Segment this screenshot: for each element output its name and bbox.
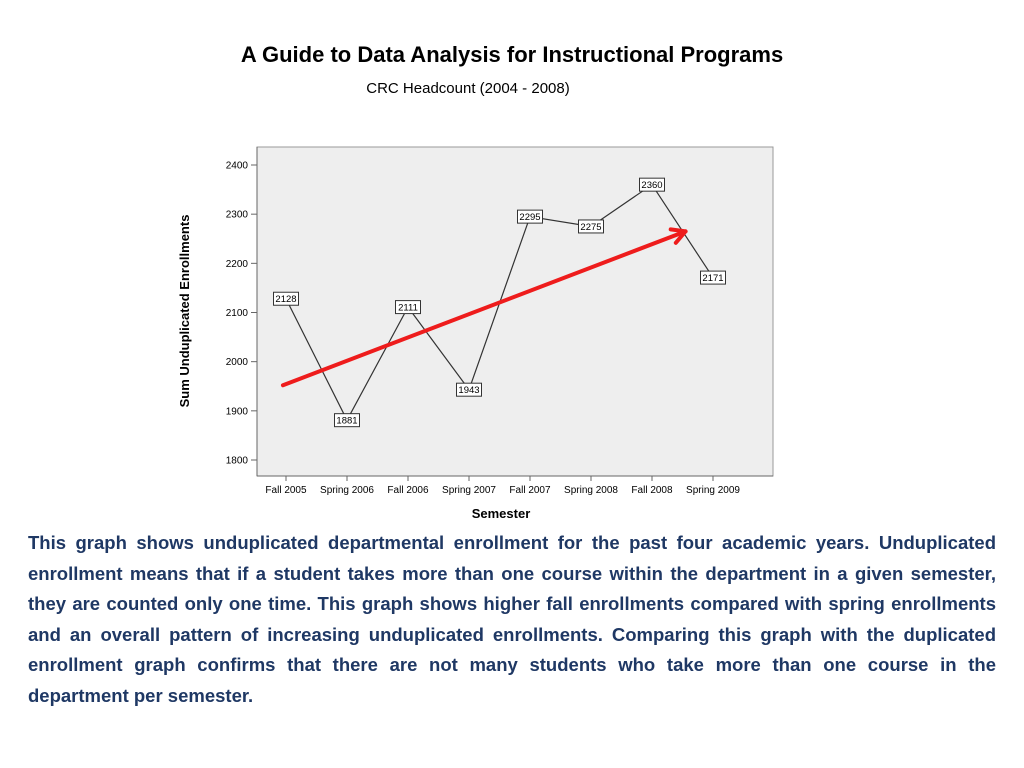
y-tick-label: 1900 <box>225 406 248 418</box>
y-axis-ticks <box>226 161 257 467</box>
slide-title: A Guide to Data Analysis for Instructional Programs <box>240 42 784 67</box>
data-label: 2295 <box>519 212 541 224</box>
x-tick-label: Spring 2008 <box>564 485 618 496</box>
y-tick-label: 2000 <box>225 357 248 369</box>
y-tick-label: 2400 <box>225 160 248 172</box>
y-tick-label: 1800 <box>225 455 248 467</box>
caption-paragraph: This graph shows unduplicated departmental enrollment for the past four academic years. Unduplicated enrollment means that if a student takes more than one course within the department in a given semester, they are counted only one time. This graph shows higher fall enrollments compared with spring enrollments and an overall pattern of increasing unduplicated enrollments. Comparing this graph with the duplicated enrollment graph confirms that there are not many students who take more than one course in the department per semester. <box>28 532 996 706</box>
x-axis-label: Semester <box>471 506 531 521</box>
data-label: 2128 <box>275 294 297 306</box>
x-tick-label: Fall 2006 <box>387 485 429 496</box>
x-tick-label: Spring 2007 <box>442 485 496 496</box>
data-label: 2360 <box>641 180 663 192</box>
data-label: 2275 <box>580 221 602 233</box>
data-label: 1881 <box>336 415 358 427</box>
x-tick-label: Fall 2005 <box>265 485 307 496</box>
x-axis-ticks <box>265 476 740 496</box>
x-tick-label: Spring 2006 <box>320 485 374 496</box>
y-tick-label: 2100 <box>225 308 248 319</box>
y-tick-label: 2200 <box>225 258 248 270</box>
data-label: 2111 <box>398 302 418 314</box>
x-tick-label: Fall 2008 <box>631 485 673 496</box>
data-label: 1943 <box>458 385 480 397</box>
y-axis-label: Sum Unduplicated Enrollments <box>177 214 192 408</box>
x-tick-label: Spring 2009 <box>686 485 740 496</box>
y-tick-label: 2300 <box>225 209 248 221</box>
data-label: 2171 <box>702 273 724 285</box>
chart-title: CRC Headcount (2004 - 2008) <box>366 80 570 97</box>
x-tick-label: Fall 2007 <box>509 485 551 496</box>
